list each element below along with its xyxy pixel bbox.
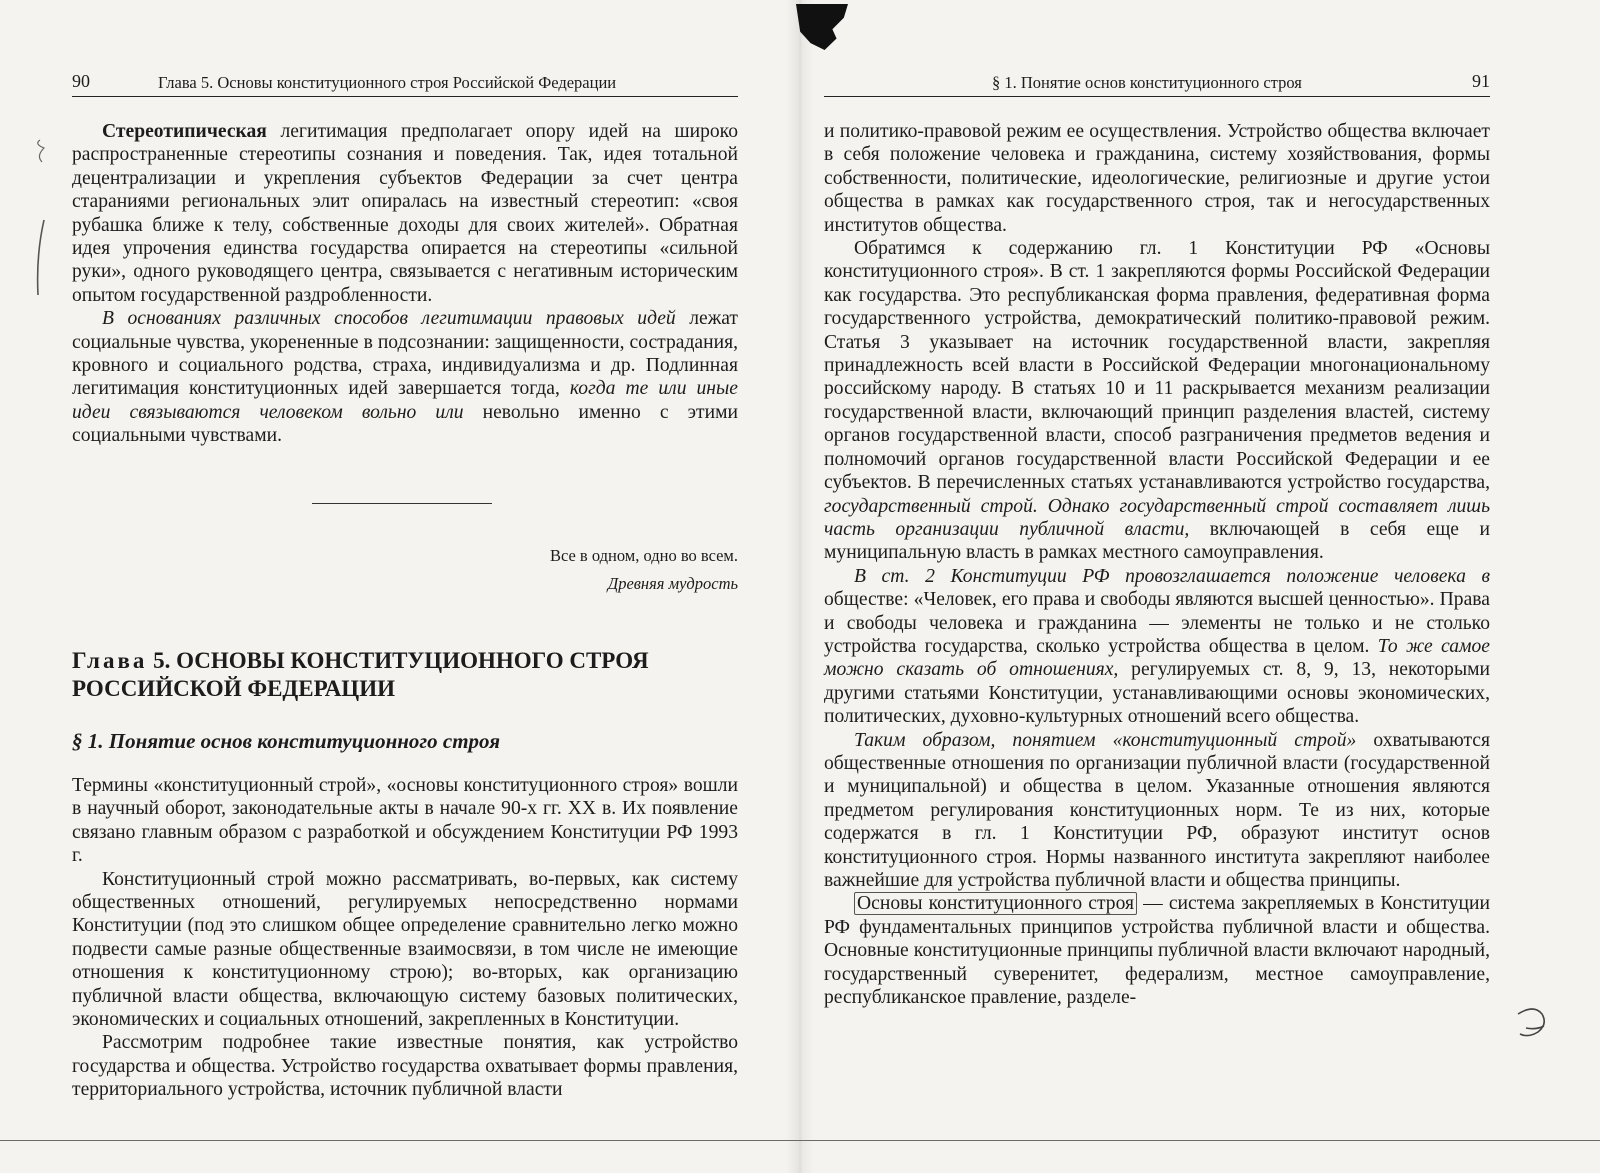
left-running-title: Глава 5. Основы конституционного строя Российской Федерации <box>158 73 617 92</box>
paragraph-thus <box>824 729 1490 893</box>
paragraph-article-two <box>824 565 1490 729</box>
paragraph-text: обществе: «Человек, его права и свободы являются высшей ценностью». Права и свободы человека и гражданина — элементы не только и не столько устройства государства, сколько устройства общества в целом. <box>824 589 1490 657</box>
epigraph-quote: Все в одном, одно во всем. <box>549 546 738 565</box>
pencil-margin-mark <box>28 130 58 310</box>
section-separator <box>312 503 492 504</box>
italic-phrase: В ст. 2 Конституции РФ провозглашается положение человека в <box>854 565 1490 587</box>
paragraph-text: включающей в себя еще и муниципальную власть в рамках местного самоуправления. <box>824 518 1490 564</box>
right-running-title: § 1. Понятие основ конституционного строя <box>992 73 1302 92</box>
chapter-word: Глава <box>72 648 148 673</box>
paragraph-text: лежат социальные чувства, укорененные в подсознании: защищенности, сострадания, кровного и социального родства, страха, индивидуализма и др. Подлинная легитимация конституционных идей завершается тогда, <box>72 308 738 400</box>
paragraph-chapter-one <box>824 237 1490 565</box>
chapter-title-line2: РОССИЙСКОЙ ФЕДЕРАЦИИ <box>72 676 395 701</box>
paragraph-stereotypic <box>72 120 738 307</box>
italic-phrase: В основаниях различных способов легитимации правовых идей <box>102 308 676 330</box>
right-page <box>800 0 1600 1173</box>
left-page-number: 90 <box>72 71 90 91</box>
right-running-head <box>824 70 1490 97</box>
paragraph-text: Обратимся к содержанию гл. 1 Конституции РФ «Основы конституционного строя». В ст. 1 закрепляются формы Российской Федерации как государства. Это республиканская форма правления, федеративная форма государственного устройства, демократический политико-правовой режим. Статья 3 указывает на источник государственной власти, закрепляя принадлежность всей власти в Российской Федерации многонациональному российскому народу. В статьях 10 и 11 раскрывается механизм реализации государственной власти, включающий принцип разделения властей, систему органов государственной власти, способ разграничения предметов ведения и полномочий органов государственной власти Российской Федерации и ее субъектов. В перечисленных статьях устанавливаются устройство государства, <box>824 238 1490 494</box>
paragraph-constitutional-order: Конституционный строй можно рассматривать, во-первых, как систему общественных отношений, регулируемых непосредственно нормами Конституции (под это слишком общее определение сравнительно легко можно подвести самые разные общественные взаимосвязи, в том числе не имеющие отношения к конституционному строю); во-вторых, как организацию публичной власти общества, включающую систему базовых политических, экономических и социальных отношений, закрепленных в Конституции. <box>72 868 738 1031</box>
paragraph-foundations <box>72 307 738 447</box>
section-title: § 1. Понятие основ конституционного строя <box>72 729 501 753</box>
term-stereotypic: Стереотипическая <box>102 121 267 142</box>
left-body-top <box>72 120 738 448</box>
italic-phrase: Таким образом, понятием «конституционный строй» <box>854 729 1357 751</box>
boxed-term: Основы конституционного строя <box>854 892 1137 915</box>
paragraph-text: регулируемых ст. 8, 9, 13, некоторыми другими статьями Конституции, устанавливающими основы экономических, политических, духовно-культурных отношений всего общества. <box>824 659 1490 728</box>
paragraph-terms: Термины «конституционный строй», «основы конституционного строя» вошли в научный оборот, законодательные акты в начале 90-х гг. XX в. Их появление связано главным образом с разработкой и обсуждением Конституции РФ 1993 г. <box>72 775 738 867</box>
paragraph-text: легитимация предполагает опору идей на широко распространенные стереотипы сознания и поведения. Так, идея тотальной децентрализации и укрепления субъектов Федерации за счет центра стараниями региональных элит опиралась на известный стереотип: «своя рубашка ближе к телу, собственные доходы для своих жителей». Обратная идея упрочения единства государства опирается на стереотипы «сильной руки», одного руководящего центра, связывается с негативным историческим опытом государственной раздробленности. <box>72 121 738 306</box>
paragraph-political-regime: и политико-правовой режим ее осуществления. Устройство общества включает в себя положение человека и гражданина, систему хозяйствования, формы собственности, политические, идеологические, религиозные и другие устои общества в рамках как государственного строя, так и негосударственных институтов общества. <box>824 121 1490 236</box>
right-body <box>824 120 1490 1009</box>
scan-bottom-edge <box>0 1140 1600 1141</box>
left-body-bottom <box>72 774 738 1102</box>
italic-phrase: То же самое можно сказать об отношениях, <box>824 635 1491 681</box>
left-running-head <box>72 70 738 97</box>
epigraph <box>418 542 738 598</box>
pencil-margin-mark <box>1512 1000 1556 1050</box>
italic-phrase: государственный строй. Однако государственный строй составляет лишь часть организации публичной власти, <box>824 495 1490 540</box>
right-page-number: 91 <box>1472 71 1490 91</box>
paragraph-definition <box>824 892 1490 1009</box>
paragraph-text: — система закрепляемых в Конституции РФ фундаментальных принципов устройства публичной власти и общества. Основные конституционные принципы публичной власти включают народный, государственный суверенитет, федерализм, местное самоуправление, республиканское правление, разделе- <box>824 893 1491 1009</box>
paragraph-text: невольно именно с этими социальными чувствами. <box>72 401 738 447</box>
epigraph-source: Древняя мудрость <box>607 574 738 593</box>
paragraph-text: охватываются общественные отношения по организации публичной власти (государственной и муниципальной) и общества в целом. Указанные отношения являются предметом регулирования конституционных норм. Те из них, которые содержатся в гл. 1 Конституции РФ, образуют институт основ конституционного строя. Нормы названного института закрепляют наиболее важнейшие для устройства публичной власти и общества принципы. <box>824 729 1490 891</box>
chapter-title <box>72 647 738 703</box>
paragraph-consider: Рассмотрим подробнее такие известные понятия, как устройство государства и общества. Устройство государства охватывает формы правления, территориального устройства, источник публичной власти <box>72 1032 738 1101</box>
italic-phrase: когда те или иные идеи связываются человеком вольно или <box>72 378 738 423</box>
chapter-title-line1: 5. ОСНОВЫ КОНСТИТУЦИОННОГО СТРОЯ <box>147 648 649 673</box>
